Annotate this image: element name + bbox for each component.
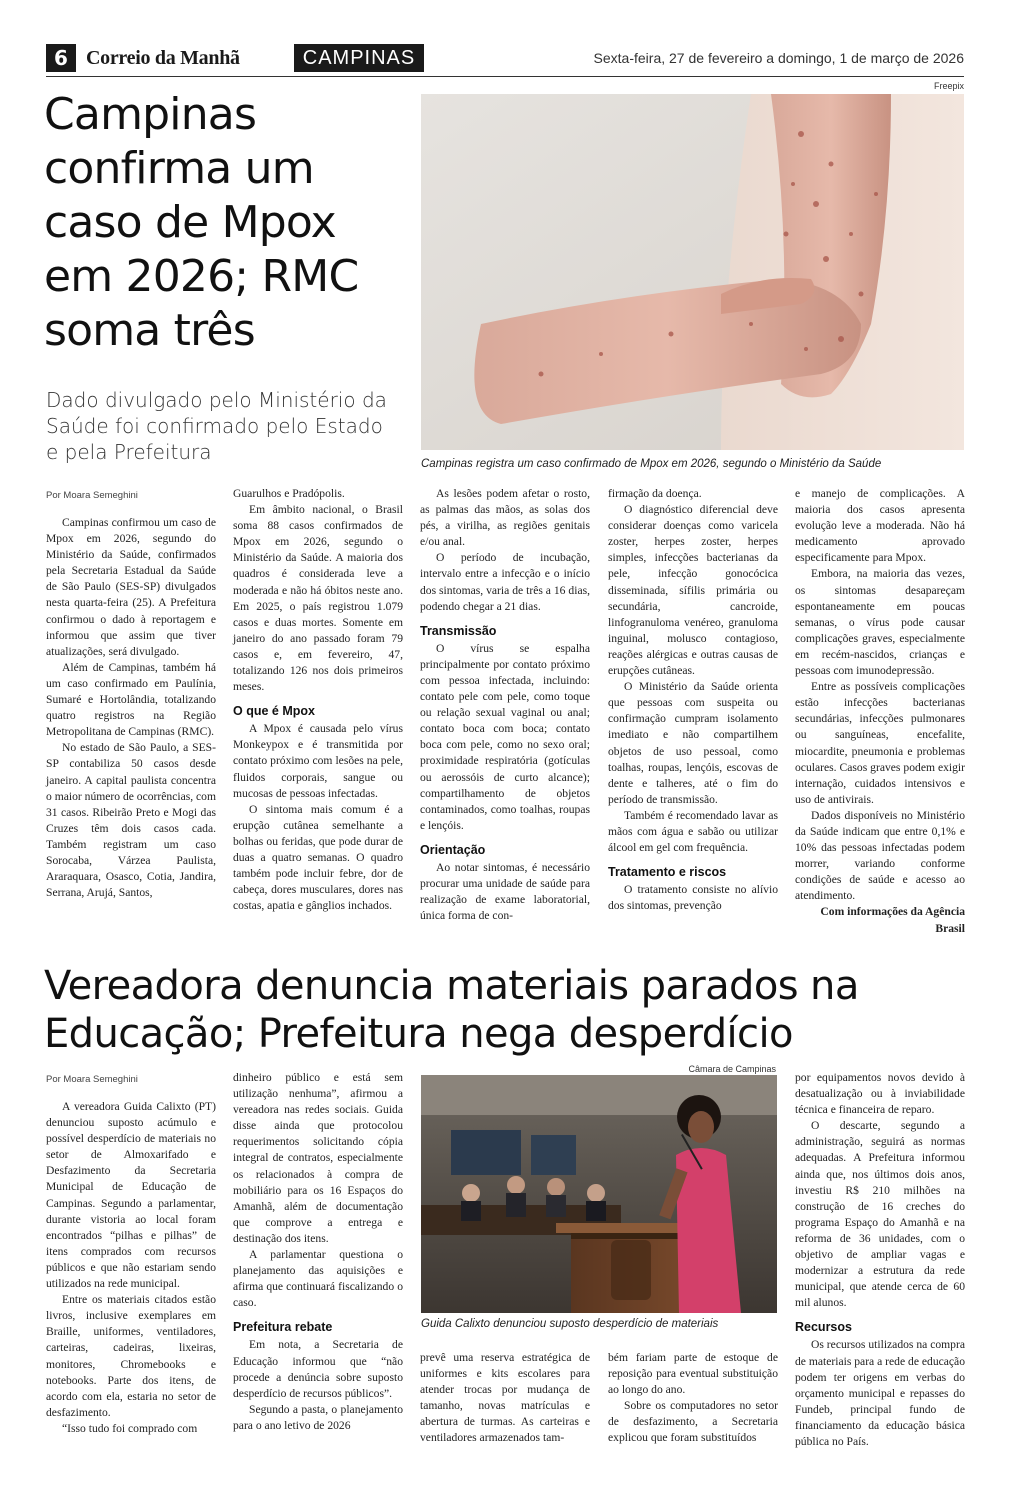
article1-column-1	[46, 490, 216, 901]
subheading-orientacao: Orientação	[420, 842, 486, 857]
paragraph: Guarulhos e Pradópolis.	[233, 487, 345, 500]
paragraph: As lesões podem afetar o rosto, as palmas das mãos, as solas dos pés, a virilha, as regiões genitais e/ou anal.	[420, 487, 590, 549]
masthead: Correio da Manhã	[86, 47, 240, 69]
paragraph: e manejo de complicações. A maioria dos casos apresenta evolução leve a moderada. Não há medicamento aprovado especificamente para Mpox.	[795, 487, 965, 565]
paragraph: O vírus se espalha principalmente por contato próximo com pessoa infectada, incluindo: contato pele com pele, como toque ou relação sexual vaginal ou anal; contato boca com boca; contato boca com pele, como no sexo oral; proximidade respiratória (gotículas ou aerossóis de curto alcance); compartilhamento de objetos contaminados, como toalhas, roupas e lençóis.	[420, 641, 590, 832]
paragraph: A vereadora Guida Calixto (PT) denunciou suposto acúmulo e possível desperdício de materiais no setor de Almoxarifado e Desfazimento da Secretaria Municipal de Educação de Campinas. Segundo a parlamentar, durante vistoria ao local foram encontrados “pilhas e pilhas” de itens comprados com recursos públicos e que não estariam sendo utilizados na rede municipal.	[46, 1100, 216, 1291]
article1-photo-arm-rash	[421, 94, 964, 450]
dateline: Sexta-feira, 27 de fevereiro a domingo, 1 de março de 2026	[593, 50, 964, 66]
subheading-o-que-e-mpox: O que é Mpox	[233, 704, 315, 719]
paragraph: Ao notar sintomas, é necessário procurar uma unidade de saúde para realização de exame laboratorial, única forma de con-	[420, 860, 590, 923]
article2-photo-credit: Câmara de Campinas	[688, 1064, 776, 1074]
article1-column-2	[233, 486, 403, 914]
section-label: CAMPINAS	[294, 44, 424, 72]
article2-column-5	[795, 1070, 965, 1450]
paragraph: Em nota, a Secretaria de Educação informou que “não procede a denúncia sobre suposto desperdício de recursos públicos”.	[233, 1338, 403, 1400]
article2-byline: Por Moara Semeghini	[46, 1074, 138, 1085]
header-rule	[46, 76, 964, 77]
article2-column-2	[233, 1070, 403, 1434]
article1-photo-credit: Freepix	[933, 81, 964, 91]
article2-column-3	[420, 1350, 590, 1447]
paragraph: Entre as possíveis complicações estão infecções bacterianas secundárias, infecções pulmonares ou sanguíneas, encefalite, miocardite, pneumonia e problemas oculares. Casos graves podem exigir internação, cuidados intensivos e uso de antivirais.	[795, 680, 965, 806]
article2-column-4	[608, 1350, 778, 1447]
subheading-recursos: Recursos	[795, 1320, 852, 1335]
paragraph: Os recursos utilizados na compra de materiais para a rede de educação podem ter origens em verbas do orçamento municipal e repasses do Fundeb, principal fundo de financiamento da educação básica pública no País.	[795, 1338, 965, 1448]
article1-subheadline: Dado divulgado pelo Ministério da Saúde foi confirmado pelo Estado e pela Prefeitura	[46, 388, 387, 464]
article2-photo-council-chamber	[421, 1075, 777, 1313]
paragraph: A parlamentar questiona o planejamento das aquisições e afirma que continuará fiscalizando o caso.	[233, 1248, 403, 1310]
article1-byline: Por Moara Semeghini	[46, 490, 138, 501]
article1-column-3	[420, 486, 590, 924]
paragraph: Embora, na maioria das vezes, os sintomas desapareçam espontaneamente em poucas semanas, o vírus pode causar complicações graves, especialmente em recém-nascidos, crianças e pessoas com imunodepressão.	[795, 567, 965, 678]
paragraph: Além de Campinas, também há um caso confirmado em Paulínia, Sumaré e Hortolândia, totalizando quatro registros na Região Metropolitana de Campinas (RMC).	[46, 660, 216, 739]
subheading-prefeitura-rebate: Prefeitura rebate	[233, 1320, 333, 1335]
article1-signature: Com informações da Agência Brasil	[820, 905, 965, 935]
paragraph: O sintoma mais comum é a erupção cutânea semelhante a bolhas ou feridas, que pode durar de duas a quatro semanas. O quadro também pode incluir febre, dor de cabeça, dores musculares, dores nas costas, apatia e gânglios inchados.	[233, 802, 403, 913]
paragraph: A Mpox é causada pelo vírus Monkeypox e é transmitida por contato próximo com lesões na pele, fluidos corporais, sangue ou mucosas de pessoas infectadas.	[233, 722, 403, 800]
paragraph: O descarte, segundo a administração, seguirá as normas adequadas. A Prefeitura informou ainda que, nos últimos dois anos, investiu R$ 210 milhões na construção de 16 creches do programa Espaço do Amanhã e na reforma de 36 unidades, com o objetivo de ampliar vagas e modernizar a estrutura da rede municipal, que atende cerca de 60 mil alunos.	[795, 1119, 965, 1310]
page-number: 6	[46, 44, 76, 72]
article2-photo-caption: Guida Calixto denunciou suposto desperdício de materiais	[421, 1318, 719, 1330]
paragraph: Entre os materiais citados estão livros, inclusive exemplares em Braille, uniformes, ventiladores, carteiras, cadeiras, lixeiras, monitores, Chromebooks e notebooks. Parte dos itens, de acordo com ela, estaria no setor de desfazimento.	[46, 1293, 216, 1419]
paragraph: “Isso tudo foi comprado com	[62, 1421, 198, 1435]
paragraph: Segundo a pasta, o planejamento para o ano letivo de 2026	[233, 1402, 403, 1432]
paragraph: firmação da doença.	[608, 487, 702, 500]
article2-column-1	[46, 1074, 216, 1437]
paragraph: O tratamento consiste no alívio dos sintomas, prevenção	[608, 883, 778, 913]
paragraph: bém fariam parte de estoque de reposição para eventual substituição ao longo do ano.	[608, 1351, 778, 1397]
article1-column-4	[608, 486, 778, 914]
paragraph: dinheiro público e está sem utilização nenhuma”, afirmou a vereadora nas redes sociais. Guida disse ainda que protocolou requerimentos solicitando cópia integral de contratos, especialmente os relacionados à compra de mobiliário para os 16 Espaços do Amanhã, além de documentação que comprove a entrega e destinação dos itens.	[233, 1071, 403, 1245]
article2-headline: Vereadora denuncia materiais parados na Educação; Prefeitura nega desperdício	[44, 963, 859, 1057]
article1-photo-caption: Campinas registra um caso confirmado de Mpox em 2026, segundo o Ministério da Saúde	[421, 458, 882, 470]
paragraph: Também é recomendado lavar as mãos com água e sabão ou utilizar álcool em gel com frequência.	[608, 808, 778, 855]
subheading-transmissao: Transmissão	[420, 623, 497, 638]
paragraph: O diagnóstico diferencial deve considerar doenças como varicela zoster, herpes zoster, herpes simples, infecções bacterianas da pele, infecção gonocócica disseminada, sífilis primária ou secundária, cancroide, linfogranuloma venéreo, granuloma inguinal, molusco contagioso, reações alérgicas e outras causas de erupções cutâneas.	[608, 503, 778, 678]
article1-column-5	[795, 486, 965, 937]
paragraph: Campinas confirmou um caso de Mpox em 2026, segundo do Ministério da Saúde, confirmados pela Secretaria Estadual da Saúde de São Paulo (SES-SP) divulgados nesta quarta-feira (25). A Prefeitura confirmou o dado à reportagem e informou que assim que tiver atualizações, será divulgado.	[46, 516, 216, 658]
article1-headline: Campinas confirma um caso de Mpox em 2026; RMC soma três	[44, 89, 359, 357]
paragraph: Em âmbito nacional, o Brasil soma 88 casos confirmados de Mpox em 2026, segundo o Ministério da Saúde. A maioria dos quadros é considerada leve a moderada e não há óbitos neste ano. Em 2025, o país registrou 1.079 casos e duas mortes. Somente em janeiro do ano passado foram 79 casos e, em fevereiro, 47, totalizando 126 nos dois primeiros meses.	[233, 503, 403, 694]
paragraph: por equipamentos novos devido à desatualização ou à inviabilidade técnica e financeira de reparo.	[795, 1071, 965, 1117]
paragraph: Dados disponíveis no Ministério da Saúde indicam que entre 0,1% e 10% das pessoas infectadas podem morrer, variando conforme condições de saúde e acesso ao atendimento.	[795, 808, 965, 903]
paragraph: O período de incubação, intervalo entre a infecção e o início dos sintomas, varia de três a 16 dias, podendo chegar a 21 dias.	[420, 551, 590, 613]
paragraph: Sobre os computadores no setor de desfazimento, a Secretaria explicou que foram substituídos	[608, 1399, 778, 1445]
paragraph: No estado de São Paulo, a SES-SP contabiliza 50 casos desde janeiro. A capital paulista concentra o maior número de ocorrências, com 31 casos. Ribeirão Preto e Mogi das Cruzes têm dois casos cada. Também registram um caso Sorocaba, Várzea Paulista, Araraquara, Osasco, Cotia, Jandira, Serrana, Arujá, Santos,	[46, 741, 216, 900]
paragraph: O Ministério da Saúde orienta que pessoas com suspeita ou confirmação cumpram isolamento imediato e não compartilhem objetos de uso pessoal, como toalhas, roupas, lençóis, escovas de dente e talheres, até o fim do período de transmissão.	[608, 680, 778, 806]
subheading-tratamento-e-riscos: Tratamento e riscos	[608, 865, 727, 880]
paragraph: prevê uma reserva estratégica de uniformes e kits escolares para atender trocas por mudança de tamanho, novas matrículas e abertura de turmas. As carteiras e ventiladores armazenados tam-	[420, 1351, 590, 1445]
